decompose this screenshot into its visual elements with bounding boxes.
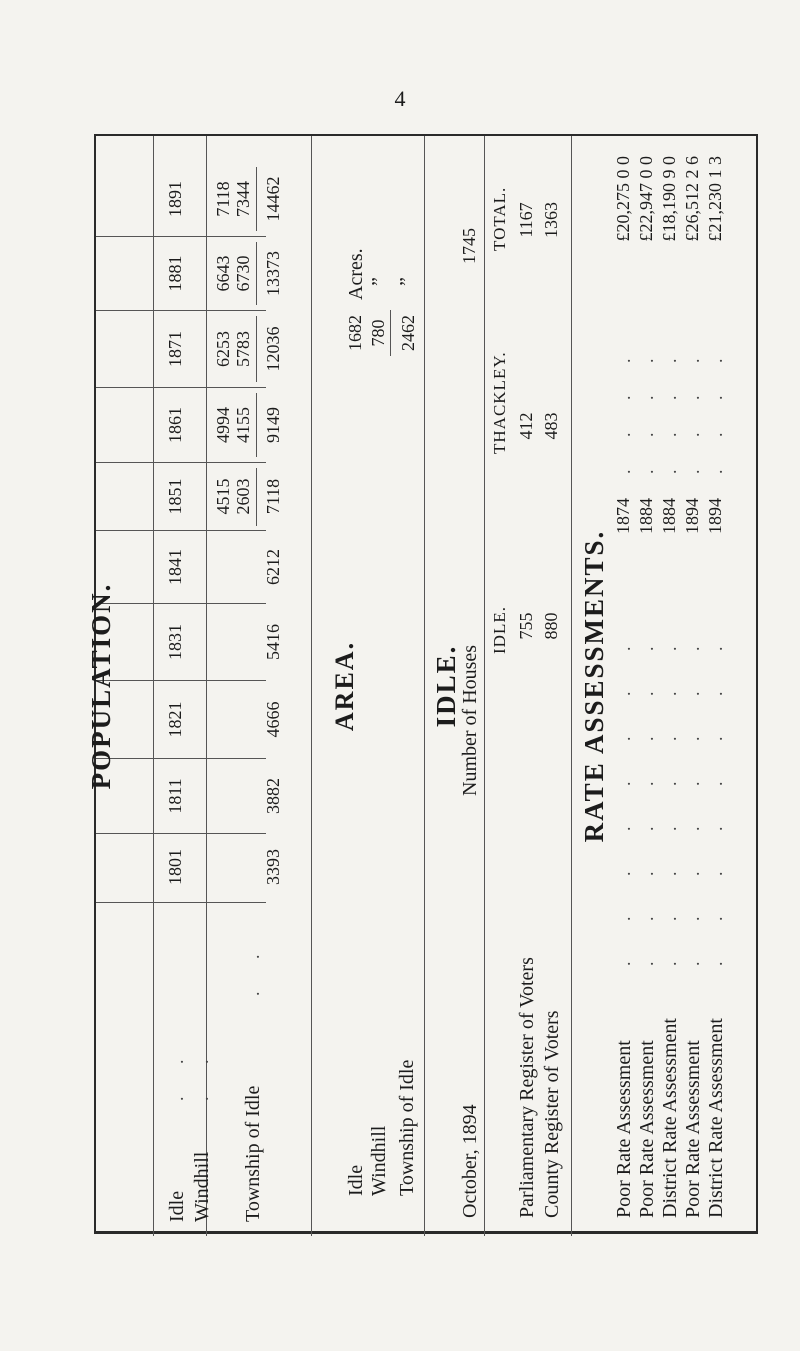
rate-value-2: £22,947 0 0 [636, 156, 656, 242]
year-1881: 1881 [165, 255, 185, 292]
population-leaders-2: . . [192, 1045, 212, 1101]
year-1841: 1841 [165, 549, 185, 585]
rate-label-1: Poor Rate Assessment [613, 1040, 635, 1218]
year-1801: 1801 [165, 849, 185, 885]
township-1831: 5416 [263, 624, 283, 660]
voters-label-county: County Register of Voters [541, 1010, 563, 1218]
windhill-1861: 4155 [233, 407, 253, 443]
township-1891: 14462 [263, 176, 283, 222]
houses-value: 1745 [459, 228, 479, 264]
voters-thackley-parliamentary: 412 [516, 412, 536, 440]
year-1851: 1851 [165, 478, 185, 515]
idle-1871: 6253 [213, 331, 233, 367]
voters-idle-parliamentary: 755 [516, 612, 536, 640]
township-1841: 6212 [263, 549, 283, 585]
rate-label-2: Poor Rate Assessment [636, 1040, 658, 1218]
township-1881: 13373 [263, 251, 283, 296]
township-1851: 7118 [263, 478, 283, 515]
area-label-idle: Idle [345, 1164, 367, 1196]
col-head-idle: IDLE. [490, 606, 509, 654]
area-ditto-2: ” [396, 277, 418, 286]
rate-year-1: 1874 [613, 498, 633, 534]
voters-total-parliamentary: 1167 [516, 202, 536, 238]
houses-date: October, 1894 [459, 1104, 481, 1218]
voters-label-parliamentary: Parliamentary Register of Voters [516, 957, 538, 1218]
idle-1881: 6643 [213, 255, 233, 292]
year-1821: 1821 [165, 701, 185, 738]
rate-label-4: Poor Rate Assessment [682, 1040, 704, 1218]
idle-1891: 7118 [213, 181, 233, 217]
population-label-idle: Idle [166, 1190, 188, 1222]
voters-total-county: 1363 [541, 202, 561, 238]
year-1871: 1871 [165, 331, 185, 367]
population-title: POPULATION. [86, 582, 116, 790]
area-ditto-1: ” [368, 277, 390, 286]
year-1831: 1831 [165, 624, 185, 660]
rule-area-bottom [311, 136, 312, 1236]
rate-year-3: 1884 [659, 498, 679, 534]
rotated-content: POPULATION. Idle Windhill Township of Idle . . . . . . 1801 1811 1821 1831 1841 1851 1861 1871 1881 1891 4515 2603 4994 4155 6253 5783 6643 6730 7118 7344 3393 3882 4666 5416 6212 7118 9149 12036 13373 14462 AREA. Idle Windhill Township of Idle 1682 780 2462 Acres. ” ” IDLE. October, 1894 Number of Houses 1745 IDLE. THACKLEY. TOTAL. Parliamentary Register of Voters County Register of Voters 755 880 412 483 1167 1363 RATE ASSESSMENTS. Poor Rate Assessment Poor Rate Assessment District Rate Assessment Poor Rate Assessment District Rate Assessment . . . . . . . . . . . . . . . . . . . . . . . . . . . . . . . . . . . . . . . . 1874 1884 1884 1894 1894 . . . . . . . . . . . . . . . . . . . . £20,275 0 0 £22,947 0 0 £18,190 9 0 £26,512 2 6 £21,230 1 3 [96, 136, 760, 1236]
rate-value-1: £20,275 0 0 [613, 156, 633, 242]
idle-1861: 4994 [213, 407, 233, 443]
statistics-table [86, 134, 758, 1234]
windhill-1851: 2603 [233, 478, 253, 515]
population-leaders-1: . . [167, 1045, 187, 1101]
township-1801: 3393 [263, 849, 283, 885]
rate-label-5: District Rate Assessment [705, 1018, 727, 1218]
year-1811: 1811 [165, 778, 185, 814]
area-value-windhill: 780 [368, 319, 388, 347]
township-1871: 12036 [263, 326, 283, 372]
rate-year-5: 1894 [705, 498, 725, 534]
idle-1851: 4515 [213, 478, 233, 515]
township-1811: 3882 [263, 778, 283, 814]
rates-title: RATE ASSESSMENTS. [579, 529, 609, 843]
area-unit: Acres. [345, 248, 367, 300]
voters-thackley-county: 483 [541, 412, 561, 440]
windhill-1881: 6730 [233, 255, 253, 292]
rate-year-4: 1894 [682, 498, 702, 534]
year-1861: 1861 [165, 407, 185, 443]
rule-idle-mid [484, 136, 485, 1236]
rule-idle-left [424, 136, 425, 1236]
township-1861: 9149 [263, 407, 283, 443]
idle-title: IDLE. [431, 644, 461, 728]
windhill-1871: 5783 [233, 331, 253, 367]
rate-value-5: £21,230 1 3 [705, 156, 725, 242]
area-value-township: 2462 [398, 315, 418, 351]
population-leaders-3: . . [243, 940, 263, 996]
year-1891: 1891 [165, 181, 185, 217]
rate-label-3: District Rate Assessment [659, 1018, 681, 1218]
rate-value-4: £26,512 2 6 [682, 156, 702, 242]
population-label-township: Township of Idle [242, 1085, 264, 1222]
voters-idle-county: 880 [541, 612, 561, 640]
rate-year-2: 1884 [636, 498, 656, 534]
township-1821: 4666 [263, 701, 283, 738]
col-head-thackley: THACKLEY. [490, 351, 509, 454]
population-label-windhill: Windhill [191, 1151, 213, 1222]
col-head-total: TOTAL. [490, 186, 509, 251]
area-label-township: Township of Idle [396, 1059, 418, 1196]
rate-value-3: £18,190 9 0 [659, 156, 679, 242]
windhill-1891: 7344 [233, 181, 253, 217]
area-label-windhill: Windhill [368, 1125, 390, 1196]
page-number: 4 [394, 86, 406, 111]
rule-idle-right [571, 136, 572, 1236]
area-title: AREA. [330, 640, 359, 732]
houses-label: Number of Houses [459, 644, 481, 796]
area-value-idle: 1682 [345, 315, 365, 351]
